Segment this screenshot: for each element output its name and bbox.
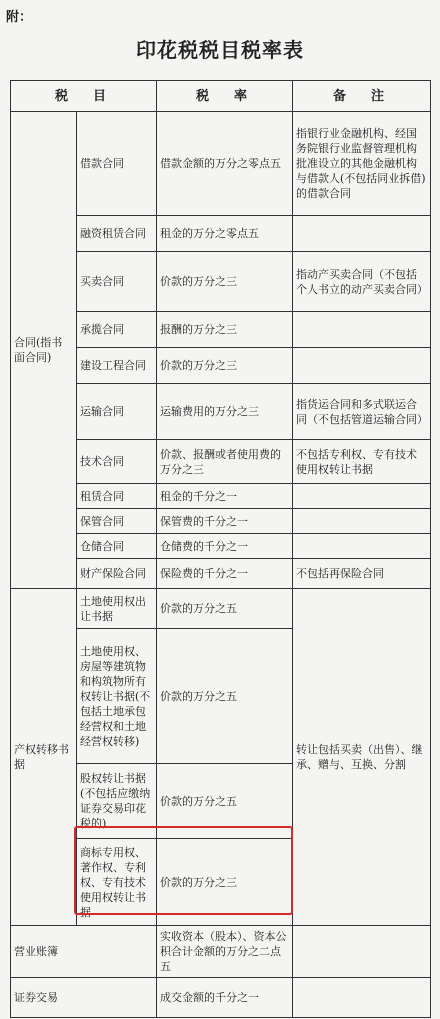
page-title: 印花税税目税率表	[136, 38, 304, 62]
item-cell: 买卖合同	[77, 252, 157, 312]
group-label: 合同(指书面合同)	[11, 112, 77, 589]
note-cell	[293, 534, 431, 559]
table-row	[11, 112, 431, 216]
item-cell: 承揽合同	[77, 312, 157, 348]
note-cell	[293, 509, 431, 534]
item-cell: 商标专用权、著作权、专利权、专有技术使用权转让书据	[77, 839, 157, 926]
note-cell	[293, 312, 431, 348]
note-cell	[293, 926, 431, 978]
item-cell: 借款合同	[77, 112, 157, 216]
table-header-row	[11, 81, 431, 112]
note-cell: 指动产买卖合同（不包括个人书立的动产买卖合同）	[293, 252, 431, 312]
rate-cell: 价款的万分之五	[157, 589, 293, 629]
rate-cell: 报酬的万分之三	[157, 312, 293, 348]
item-cell: 土地使用权出让书据	[77, 589, 157, 629]
item-cell: 融资租赁合同	[77, 216, 157, 252]
rate-cell: 保管费的千分之一	[157, 509, 293, 534]
rate-cell: 价款的万分之三	[157, 348, 293, 384]
rate-cell: 租金的万分之零点五	[157, 216, 293, 252]
group-label: 营业账簿	[11, 926, 157, 978]
note-cell: 不包括再保险合同	[293, 559, 431, 589]
note-cell: 指银行业金融机构、经国务院银行业监督管理机构批准设立的其他金融机构与借款人(不包括同业拆借)的借款合同	[293, 112, 431, 216]
rate-cell: 价款的万分之五	[157, 629, 293, 764]
table-row	[11, 926, 431, 978]
table-row	[11, 978, 431, 1018]
note-cell: 指货运合同和多式联运合同（不包括管道运输合同）	[293, 384, 431, 440]
note-cell	[293, 348, 431, 384]
note-cell	[293, 978, 431, 1018]
item-cell: 建设工程合同	[77, 348, 157, 384]
note-cell	[293, 484, 431, 509]
note-cell	[293, 216, 431, 252]
highlight-box	[74, 826, 293, 915]
rate-cell: 价款、报酬或者使用费的万分之三	[157, 440, 293, 484]
rate-cell: 成交金额的千分之一	[157, 978, 293, 1018]
rate-cell: 价款的万分之三	[157, 252, 293, 312]
col-header-note: 备 注	[293, 81, 431, 112]
rate-cell: 实收资本（股本）、资本公积合计金额的万分之二点五	[157, 926, 293, 978]
rate-cell: 运输费用的万分之三	[157, 384, 293, 440]
item-cell: 股权转让书据(不包括应缴纳证券交易印花税的)	[77, 764, 157, 839]
item-cell: 仓储合同	[77, 534, 157, 559]
item-cell: 土地使用权、房屋等建筑物和构筑物所有权转让书据(不包括土地承包经营权和土地经营权转移)	[77, 629, 157, 764]
item-cell: 财产保险合同	[77, 559, 157, 589]
item-cell: 技术合同	[77, 440, 157, 484]
rate-cell: 价款的万分之三	[157, 839, 293, 926]
item-cell: 运输合同	[77, 384, 157, 440]
note-cell: 转让包括买卖（出售）、继承、赠与、互换、分割	[293, 589, 431, 926]
rate-cell: 租金的千分之一	[157, 484, 293, 509]
rate-cell: 价款的万分之五	[157, 764, 293, 839]
group-label: 产权转移书据	[11, 589, 77, 926]
item-cell: 租赁合同	[77, 484, 157, 509]
col-header-item: 税 目	[11, 81, 157, 112]
group-label: 证券交易	[11, 978, 157, 1018]
col-header-rate: 税 率	[157, 81, 293, 112]
prefix-label: 附：	[6, 10, 33, 25]
note-cell: 不包括专利权、专有技术使用权转让书据	[293, 440, 431, 484]
table-row	[11, 589, 431, 629]
rate-cell: 仓储费的千分之一	[157, 534, 293, 559]
rate-cell: 借款金额的万分之零点五	[157, 112, 293, 216]
item-cell: 保管合同	[77, 509, 157, 534]
rate-cell: 保险费的千分之一	[157, 559, 293, 589]
